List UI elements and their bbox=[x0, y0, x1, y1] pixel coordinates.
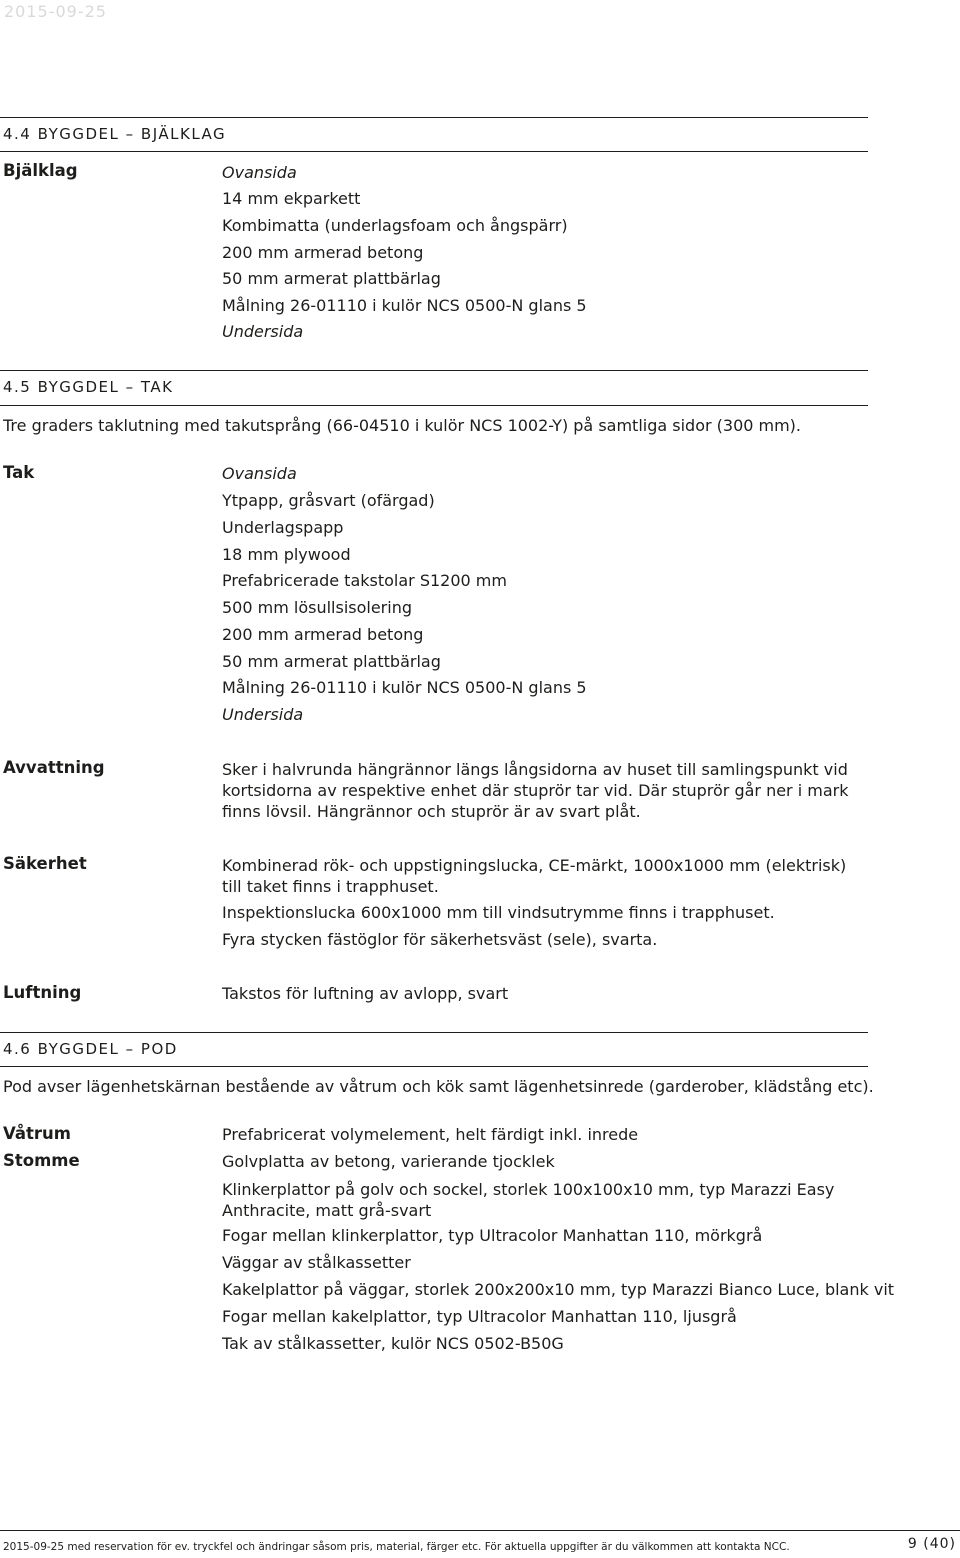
bjalklag-top-side: Ovansida bbox=[222, 163, 297, 182]
section-rule-top bbox=[0, 117, 868, 118]
bjalklag-layer: 14 mm ekparkett bbox=[222, 189, 361, 208]
label-bjalklag: Bjälklag bbox=[3, 161, 78, 180]
section-rule-bottom bbox=[0, 405, 868, 406]
pod-item: Tak av stålkassetter, kulör NCS 0502-B50G bbox=[222, 1334, 564, 1353]
pod-item: Golvplatta av betong, varierande tjocklek bbox=[222, 1152, 555, 1171]
bjalklag-bottom-side: Undersida bbox=[222, 322, 304, 341]
tak-layer: Ytpapp, gråsvart (ofärgad) bbox=[222, 491, 435, 510]
tak-layer: Prefabricerade takstolar S1200 mm bbox=[222, 571, 507, 590]
tak-top-side: Ovansida bbox=[222, 464, 297, 483]
bjalklag-layer: 50 mm armerat plattbärlag bbox=[222, 269, 441, 288]
tak-intro: Tre graders taklutning med takutsprång (66-04510 i kulör NCS 1002-Y) på samtliga sidor (300 mm). bbox=[3, 416, 802, 435]
pod-item: Fogar mellan kakelplattor, typ Ultracolor Manhattan 110, ljusgrå bbox=[222, 1307, 737, 1326]
tak-bottom-side: Undersida bbox=[222, 705, 304, 724]
header-date: 2015-09-25 bbox=[4, 2, 107, 21]
section-heading-tak: 4.5 BYGGDEL – TAK bbox=[3, 378, 174, 396]
pod-item: Kakelplattor på väggar, storlek 200x200x10 mm, typ Marazzi Bianco Luce, blank vit bbox=[222, 1280, 895, 1299]
label-vatrum: Våtrum bbox=[3, 1124, 71, 1143]
bjalklag-layer: Målning 26-01110 i kulör NCS 0500-N glans 5 bbox=[222, 296, 587, 315]
pod-item: Prefabricerat volymelement, helt färdigt inkl. inrede bbox=[222, 1125, 639, 1144]
sakerhet-item: Kombinerad rök- och uppstigningslucka, CE-märkt, 1000x1000 mm (elektrisk) till taket finns i trapphuset. bbox=[222, 856, 847, 896]
section-rule-bottom bbox=[0, 151, 868, 152]
pod-item: Klinkerplattor på golv och sockel, storlek 100x100x10 mm, typ Marazzi Easy Anthracite, matt grå-svart bbox=[222, 1180, 835, 1220]
label-avvattning: Avvattning bbox=[3, 758, 105, 777]
tak-layer: 50 mm armerat plattbärlag bbox=[222, 652, 441, 671]
sakerhet-item: Fyra stycken fästöglor för säkerhetsväst (sele), svarta. bbox=[222, 930, 658, 949]
page-number: 9 (40) bbox=[907, 1536, 956, 1552]
label-luftning: Luftning bbox=[3, 983, 82, 1002]
sakerhet-item: Inspektionslucka 600x1000 mm till vindsutrymme finns i trapphuset. bbox=[222, 903, 775, 922]
tak-layer: Underlagspapp bbox=[222, 518, 344, 537]
section-rule-top bbox=[0, 1032, 868, 1033]
pod-item: Väggar av stålkassetter bbox=[222, 1253, 411, 1272]
section-rule-top bbox=[0, 370, 868, 371]
bjalklag-layer: 200 mm armerad betong bbox=[222, 243, 424, 262]
footer-rule bbox=[0, 1530, 960, 1531]
tak-layer: Målning 26-01110 i kulör NCS 0500-N glans 5 bbox=[222, 678, 587, 697]
label-tak: Tak bbox=[3, 463, 35, 482]
section-heading-bjalklag: 4.4 BYGGDEL – BJÄLKLAG bbox=[3, 125, 227, 143]
tak-layer: 500 mm lösullsisolering bbox=[222, 598, 412, 617]
luftning-text: Takstos för luftning av avlopp, svart bbox=[222, 984, 509, 1003]
avvattning-text: Sker i halvrunda hängrännor längs långsidorna av huset till samlingspunkt vid kortsidorna av respektive enhet där stuprör tar vid. Där stuprör går ner i mark finns lövsil. Hängrännor och stuprör är av svart plåt. bbox=[222, 760, 849, 821]
pod-intro: Pod avser lägenhetskärnan bestående av våtrum och kök samt lägenhetsinrede (garderober, klädstång etc). bbox=[3, 1077, 874, 1096]
pod-item: Fogar mellan klinkerplattor, typ Ultracolor Manhattan 110, mörkgrå bbox=[222, 1226, 763, 1245]
tak-layer: 18 mm plywood bbox=[222, 545, 351, 564]
footer-disclaimer: 2015-09-25 med reservation för ev. tryckfel och ändringar såsom pris, material, färger etc. För aktuella uppgifter är du välkommen att kontakta NCC. bbox=[3, 1541, 790, 1553]
bjalklag-layer: Kombimatta (underlagsfoam och ångspärr) bbox=[222, 216, 568, 235]
section-heading-pod: 4.6 BYGGDEL – POD bbox=[3, 1040, 178, 1058]
tak-layer: 200 mm armerad betong bbox=[222, 625, 424, 644]
label-stomme: Stomme bbox=[3, 1151, 80, 1170]
label-sakerhet: Säkerhet bbox=[3, 854, 87, 873]
section-rule-bottom bbox=[0, 1066, 868, 1067]
